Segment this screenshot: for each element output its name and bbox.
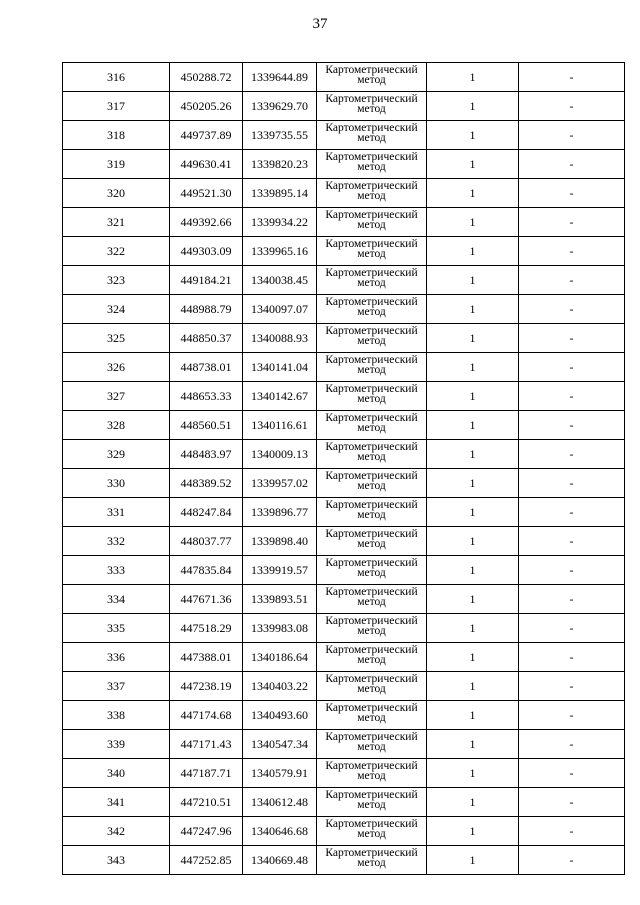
method-cell: Картометрический метод xyxy=(317,846,427,875)
x-coordinate-cell: 447252.85 xyxy=(170,846,243,875)
y-coordinate-cell: 1340646.68 xyxy=(243,817,317,846)
coordinates-table xyxy=(62,62,625,875)
point-number-cell: 333 xyxy=(63,556,170,585)
y-coordinate-cell: 1339965.16 xyxy=(243,237,317,266)
precision-cell: 1 xyxy=(427,382,519,411)
page-number: 37 xyxy=(312,16,328,32)
method-cell: Картометрический метод xyxy=(317,411,427,440)
y-coordinate-cell: 1340579.91 xyxy=(243,759,317,788)
table-row xyxy=(63,295,625,324)
point-number-cell: 330 xyxy=(63,469,170,498)
method-cell: Картометрический метод xyxy=(317,208,427,237)
table-row xyxy=(63,353,625,382)
y-coordinate-cell: 1340116.61 xyxy=(243,411,317,440)
x-coordinate-cell: 448389.52 xyxy=(170,469,243,498)
point-number-cell: 328 xyxy=(63,411,170,440)
point-number-cell: 343 xyxy=(63,846,170,875)
table-row xyxy=(63,208,625,237)
y-coordinate-cell: 1340186.64 xyxy=(243,643,317,672)
y-coordinate-cell: 1339957.02 xyxy=(243,469,317,498)
table-row xyxy=(63,585,625,614)
x-coordinate-cell: 449630.41 xyxy=(170,150,243,179)
note-cell: - xyxy=(519,266,625,295)
method-cell: Картометрический метод xyxy=(317,730,427,759)
x-coordinate-cell: 450288.72 xyxy=(170,63,243,92)
note-cell: - xyxy=(519,846,625,875)
precision-cell: 1 xyxy=(427,411,519,440)
table-row xyxy=(63,730,625,759)
table-row xyxy=(63,469,625,498)
y-coordinate-cell: 1339919.57 xyxy=(243,556,317,585)
table-row xyxy=(63,150,625,179)
precision-cell: 1 xyxy=(427,121,519,150)
point-number-cell: 318 xyxy=(63,121,170,150)
y-coordinate-cell: 1339983.08 xyxy=(243,614,317,643)
table-row xyxy=(63,382,625,411)
note-cell: - xyxy=(519,788,625,817)
table-row xyxy=(63,498,625,527)
y-coordinate-cell: 1339735.55 xyxy=(243,121,317,150)
method-cell: Картометрический метод xyxy=(317,150,427,179)
precision-cell: 1 xyxy=(427,208,519,237)
method-cell: Картометрический метод xyxy=(317,353,427,382)
y-coordinate-cell: 1340141.04 xyxy=(243,353,317,382)
method-cell: Картометрический метод xyxy=(317,295,427,324)
note-cell: - xyxy=(519,411,625,440)
y-coordinate-cell: 1340403.22 xyxy=(243,672,317,701)
x-coordinate-cell: 449737.89 xyxy=(170,121,243,150)
table-row xyxy=(63,527,625,556)
table-row xyxy=(63,440,625,469)
method-cell: Картометрический метод xyxy=(317,440,427,469)
y-coordinate-cell: 1339896.77 xyxy=(243,498,317,527)
precision-cell: 1 xyxy=(427,527,519,556)
x-coordinate-cell: 447238.19 xyxy=(170,672,243,701)
method-cell: Картометрический метод xyxy=(317,701,427,730)
method-cell: Картометрический метод xyxy=(317,614,427,643)
table-row xyxy=(63,788,625,817)
precision-cell: 1 xyxy=(427,63,519,92)
y-coordinate-cell: 1340612.48 xyxy=(243,788,317,817)
point-number-cell: 342 xyxy=(63,817,170,846)
precision-cell: 1 xyxy=(427,759,519,788)
note-cell: - xyxy=(519,63,625,92)
x-coordinate-cell: 447210.51 xyxy=(170,788,243,817)
point-number-cell: 337 xyxy=(63,672,170,701)
note-cell: - xyxy=(519,324,625,353)
precision-cell: 1 xyxy=(427,614,519,643)
table-row xyxy=(63,672,625,701)
x-coordinate-cell: 448738.01 xyxy=(170,353,243,382)
precision-cell: 1 xyxy=(427,440,519,469)
note-cell: - xyxy=(519,92,625,121)
method-cell: Картометрический метод xyxy=(317,817,427,846)
precision-cell: 1 xyxy=(427,295,519,324)
note-cell: - xyxy=(519,643,625,672)
note-cell: - xyxy=(519,498,625,527)
note-cell: - xyxy=(519,585,625,614)
x-coordinate-cell: 447518.29 xyxy=(170,614,243,643)
table-row xyxy=(63,846,625,875)
method-cell: Картометрический метод xyxy=(317,92,427,121)
point-number-cell: 339 xyxy=(63,730,170,759)
y-coordinate-cell: 1340493.60 xyxy=(243,701,317,730)
point-number-cell: 322 xyxy=(63,237,170,266)
x-coordinate-cell: 448988.79 xyxy=(170,295,243,324)
method-cell: Картометрический метод xyxy=(317,179,427,208)
method-cell: Картометрический метод xyxy=(317,527,427,556)
note-cell: - xyxy=(519,730,625,759)
table-row xyxy=(63,324,625,353)
coordinates-table-body xyxy=(63,63,625,875)
precision-cell: 1 xyxy=(427,730,519,759)
point-number-cell: 327 xyxy=(63,382,170,411)
note-cell: - xyxy=(519,295,625,324)
point-number-cell: 341 xyxy=(63,788,170,817)
point-number-cell: 321 xyxy=(63,208,170,237)
table-row xyxy=(63,556,625,585)
x-coordinate-cell: 447835.84 xyxy=(170,556,243,585)
y-coordinate-cell: 1340088.93 xyxy=(243,324,317,353)
note-cell: - xyxy=(519,150,625,179)
point-number-cell: 332 xyxy=(63,527,170,556)
x-coordinate-cell: 447174.68 xyxy=(170,701,243,730)
x-coordinate-cell: 449521.30 xyxy=(170,179,243,208)
y-coordinate-cell: 1340142.67 xyxy=(243,382,317,411)
note-cell: - xyxy=(519,208,625,237)
table-row xyxy=(63,92,625,121)
precision-cell: 1 xyxy=(427,179,519,208)
table-row xyxy=(63,121,625,150)
precision-cell: 1 xyxy=(427,469,519,498)
precision-cell: 1 xyxy=(427,701,519,730)
precision-cell: 1 xyxy=(427,672,519,701)
y-coordinate-cell: 1339893.51 xyxy=(243,585,317,614)
table-row xyxy=(63,237,625,266)
method-cell: Картометрический метод xyxy=(317,324,427,353)
x-coordinate-cell: 447171.43 xyxy=(170,730,243,759)
y-coordinate-cell: 1340547.34 xyxy=(243,730,317,759)
method-cell: Картометрический метод xyxy=(317,237,427,266)
note-cell: - xyxy=(519,237,625,266)
point-number-cell: 340 xyxy=(63,759,170,788)
table-row xyxy=(63,759,625,788)
point-number-cell: 329 xyxy=(63,440,170,469)
table-row xyxy=(63,63,625,92)
note-cell: - xyxy=(519,701,625,730)
x-coordinate-cell: 450205.26 xyxy=(170,92,243,121)
note-cell: - xyxy=(519,672,625,701)
precision-cell: 1 xyxy=(427,817,519,846)
point-number-cell: 320 xyxy=(63,179,170,208)
note-cell: - xyxy=(519,440,625,469)
note-cell: - xyxy=(519,817,625,846)
method-cell: Картометрический метод xyxy=(317,63,427,92)
x-coordinate-cell: 447187.71 xyxy=(170,759,243,788)
x-coordinate-cell: 448037.77 xyxy=(170,527,243,556)
note-cell: - xyxy=(519,353,625,382)
method-cell: Картометрический метод xyxy=(317,672,427,701)
method-cell: Картометрический метод xyxy=(317,788,427,817)
x-coordinate-cell: 447388.01 xyxy=(170,643,243,672)
y-coordinate-cell: 1339644.89 xyxy=(243,63,317,92)
table-row xyxy=(63,614,625,643)
y-coordinate-cell: 1339895.14 xyxy=(243,179,317,208)
precision-cell: 1 xyxy=(427,643,519,672)
point-number-cell: 316 xyxy=(63,63,170,92)
precision-cell: 1 xyxy=(427,788,519,817)
x-coordinate-cell: 448247.84 xyxy=(170,498,243,527)
note-cell: - xyxy=(519,614,625,643)
method-cell: Картометрический метод xyxy=(317,585,427,614)
table-row xyxy=(63,817,625,846)
note-cell: - xyxy=(519,121,625,150)
point-number-cell: 324 xyxy=(63,295,170,324)
point-number-cell: 336 xyxy=(63,643,170,672)
precision-cell: 1 xyxy=(427,556,519,585)
note-cell: - xyxy=(519,759,625,788)
y-coordinate-cell: 1339898.40 xyxy=(243,527,317,556)
precision-cell: 1 xyxy=(427,585,519,614)
y-coordinate-cell: 1340669.48 xyxy=(243,846,317,875)
table-row xyxy=(63,179,625,208)
precision-cell: 1 xyxy=(427,498,519,527)
x-coordinate-cell: 447671.36 xyxy=(170,585,243,614)
point-number-cell: 317 xyxy=(63,92,170,121)
point-number-cell: 338 xyxy=(63,701,170,730)
y-coordinate-cell: 1340097.07 xyxy=(243,295,317,324)
method-cell: Картометрический метод xyxy=(317,382,427,411)
method-cell: Картометрический метод xyxy=(317,121,427,150)
point-number-cell: 325 xyxy=(63,324,170,353)
x-coordinate-cell: 448653.33 xyxy=(170,382,243,411)
precision-cell: 1 xyxy=(427,324,519,353)
x-coordinate-cell: 449303.09 xyxy=(170,237,243,266)
table-row xyxy=(63,701,625,730)
x-coordinate-cell: 448560.51 xyxy=(170,411,243,440)
y-coordinate-cell: 1339934.22 xyxy=(243,208,317,237)
table-row xyxy=(63,411,625,440)
precision-cell: 1 xyxy=(427,266,519,295)
method-cell: Картометрический метод xyxy=(317,266,427,295)
point-number-cell: 331 xyxy=(63,498,170,527)
method-cell: Картометрический метод xyxy=(317,498,427,527)
table-row xyxy=(63,643,625,672)
point-number-cell: 323 xyxy=(63,266,170,295)
y-coordinate-cell: 1340038.45 xyxy=(243,266,317,295)
method-cell: Картометрический метод xyxy=(317,759,427,788)
y-coordinate-cell: 1339629.70 xyxy=(243,92,317,121)
y-coordinate-cell: 1339820.23 xyxy=(243,150,317,179)
point-number-cell: 319 xyxy=(63,150,170,179)
x-coordinate-cell: 449392.66 xyxy=(170,208,243,237)
precision-cell: 1 xyxy=(427,353,519,382)
method-cell: Картометрический метод xyxy=(317,469,427,498)
precision-cell: 1 xyxy=(427,92,519,121)
x-coordinate-cell: 449184.21 xyxy=(170,266,243,295)
precision-cell: 1 xyxy=(427,846,519,875)
note-cell: - xyxy=(519,179,625,208)
point-number-cell: 334 xyxy=(63,585,170,614)
table-row xyxy=(63,266,625,295)
point-number-cell: 326 xyxy=(63,353,170,382)
method-cell: Картометрический метод xyxy=(317,643,427,672)
note-cell: - xyxy=(519,527,625,556)
note-cell: - xyxy=(519,382,625,411)
precision-cell: 1 xyxy=(427,237,519,266)
x-coordinate-cell: 448850.37 xyxy=(170,324,243,353)
y-coordinate-cell: 1340009.13 xyxy=(243,440,317,469)
method-cell: Картометрический метод xyxy=(317,556,427,585)
x-coordinate-cell: 447247.96 xyxy=(170,817,243,846)
note-cell: - xyxy=(519,469,625,498)
point-number-cell: 335 xyxy=(63,614,170,643)
precision-cell: 1 xyxy=(427,150,519,179)
note-cell: - xyxy=(519,556,625,585)
x-coordinate-cell: 448483.97 xyxy=(170,440,243,469)
